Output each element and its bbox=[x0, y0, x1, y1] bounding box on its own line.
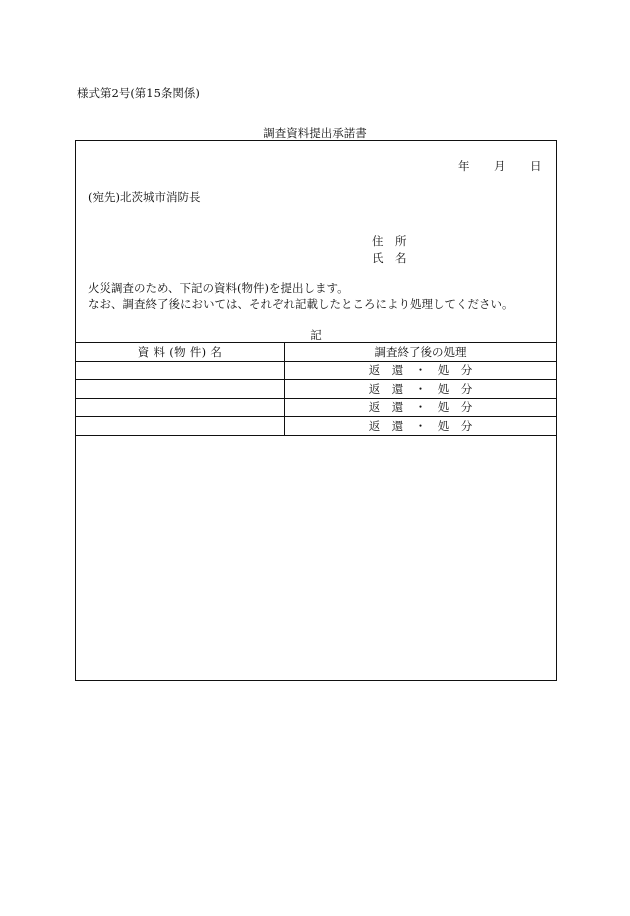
material-name-cell[interactable] bbox=[76, 361, 285, 380]
disposition-cell: 返 還 ・ 処 分 bbox=[285, 380, 557, 399]
body-text bbox=[88, 280, 514, 312]
material-name-cell[interactable] bbox=[76, 417, 285, 436]
document-title: 調査資料提出承諾書 bbox=[263, 126, 367, 140]
body-line-2: なお、調査終了後においては、それぞれ記載したところにより処理してください。 bbox=[88, 297, 514, 311]
table-row bbox=[76, 398, 556, 417]
ki-heading: 記 bbox=[310, 328, 322, 342]
header-disposition: 調査終了後の処理 bbox=[285, 343, 557, 362]
material-name-cell[interactable] bbox=[76, 380, 285, 399]
applicant-address-label: 住 所 bbox=[372, 234, 407, 248]
body-line-1: 火災調査のため、下記の資料(物件)を提出します。 bbox=[88, 281, 349, 295]
date-month: 月 bbox=[494, 159, 506, 173]
date-year: 年 bbox=[458, 159, 470, 173]
table-header-row bbox=[76, 343, 556, 362]
applicant-name-label: 氏 名 bbox=[372, 251, 407, 265]
table-row bbox=[76, 361, 556, 380]
materials-table bbox=[76, 342, 556, 436]
material-name-cell[interactable] bbox=[76, 398, 285, 417]
date-day: 日 bbox=[530, 159, 542, 173]
header-material-name: 資 料 (物 件) 名 bbox=[76, 343, 285, 362]
addressee: (宛先)北茨城市消防長 bbox=[88, 190, 201, 204]
disposition-cell: 返 還 ・ 処 分 bbox=[285, 398, 557, 417]
table-row bbox=[76, 417, 556, 436]
table-row bbox=[76, 380, 556, 399]
disposition-cell: 返 還 ・ 処 分 bbox=[285, 361, 557, 380]
form-frame bbox=[75, 140, 557, 681]
disposition-cell: 返 還 ・ 処 分 bbox=[285, 417, 557, 436]
form-number: 様式第2号(第15条関係) bbox=[77, 86, 200, 100]
